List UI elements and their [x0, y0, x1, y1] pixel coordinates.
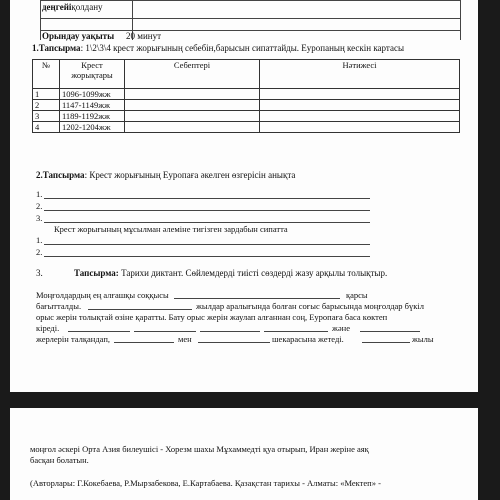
task3-heading: Тапсырма: Тарихи диктант. Сөйлемдерді тиісті сөздерді жазу арқылы толықтыр.	[74, 268, 388, 278]
blank-line[interactable]	[200, 331, 260, 332]
row-results-cell[interactable]	[260, 111, 460, 122]
crusades-table	[32, 59, 460, 133]
dictation-line-5d: жылы	[412, 334, 434, 344]
worksheet-page-1	[10, 0, 478, 392]
task2-subtext: Крест жорығының мұсылман әлеміне тигізген зардабын сипатта	[54, 224, 288, 234]
row-number: 2	[33, 100, 60, 111]
task2-heading: 2.Тапсырма: Крест жорығының Еуропаға әкелген өзгерісін анықта	[36, 170, 296, 180]
header-box-top	[40, 0, 460, 1]
row-number: 1	[33, 89, 60, 100]
answer-line[interactable]	[44, 244, 370, 245]
dictation-line-2b: жылдар аралығында болған соғыс барысында моңғолдар бүкіл	[196, 301, 424, 311]
table-row	[33, 100, 460, 111]
dictation-line-4a: кіреді.	[36, 323, 60, 333]
table-row	[33, 111, 460, 122]
task2-line-number: 3.	[36, 213, 43, 223]
row-causes-cell[interactable]	[125, 122, 260, 133]
header-box-left	[40, 0, 41, 40]
col-header-number: №	[33, 60, 60, 89]
table-row	[33, 122, 460, 133]
blank-line[interactable]	[362, 342, 410, 343]
blank-line[interactable]	[114, 342, 174, 343]
blank-line[interactable]	[134, 331, 196, 332]
row-number: 4	[33, 122, 60, 133]
dictation-line-5c: шекарасына жетеді.	[272, 334, 344, 344]
blank-line[interactable]	[360, 331, 420, 332]
blank-line[interactable]	[264, 331, 328, 332]
col-header-crusades: Крест жорықтары	[60, 60, 125, 89]
blank-line[interactable]	[68, 331, 130, 332]
table-row	[33, 89, 460, 100]
row-causes-cell[interactable]	[125, 100, 260, 111]
task2-subline-number: 1.	[36, 235, 43, 245]
worksheet-page-2	[10, 408, 478, 500]
answer-line[interactable]	[44, 222, 370, 223]
row-years: 1096-1099жж	[60, 89, 125, 100]
page2-line-1: моңғол әскері Орта Азия билеушісі - Хорезм шахы Мұхаммедті қуа отырып, Иран жеріне аяқ	[30, 444, 369, 454]
row-years: 1147-1149жж	[60, 100, 125, 111]
answer-line[interactable]	[44, 256, 370, 257]
row-years: 1189-1192жж	[60, 111, 125, 122]
table-header-row	[33, 60, 460, 89]
dictation-line-4b: жәнe	[332, 323, 350, 333]
row-results-cell[interactable]	[260, 100, 460, 111]
header-row-line	[40, 18, 460, 19]
answer-line[interactable]	[44, 198, 370, 199]
col-header-causes: Себептері	[125, 60, 260, 89]
row-results-cell[interactable]	[260, 122, 460, 133]
level-label: деңгейіқолдану	[42, 2, 103, 12]
dictation-line-2a: бағытталды.	[36, 301, 82, 311]
dictation-line-1b: қарсы	[346, 290, 368, 300]
time-value: 20 минут	[126, 31, 162, 41]
page2-line-2: басқан болатын.	[30, 455, 89, 465]
time-label: Орындау уақыты	[42, 31, 115, 41]
col-header-results: Нәтижесі	[260, 60, 460, 89]
task1-heading: 1.Тапсырма: 1\2\3\4 крест жорығының себебін,барысын сипаттайды. Еуропаның кескін картасы	[32, 43, 405, 53]
task2-line-number: 2.	[36, 201, 43, 211]
task3-number: 3.	[36, 268, 43, 278]
row-years: 1202-1204жж	[60, 122, 125, 133]
blank-line[interactable]	[88, 309, 192, 310]
dictation-line-3: орыс жерін толықтай өзіне қаратты. Бату орыс жерін жаулап алғаннан соң, Еуропаға баса көктеп	[36, 312, 388, 322]
dictation-line-5b: мен	[178, 334, 192, 344]
row-causes-cell[interactable]	[125, 89, 260, 100]
header-box-right	[460, 0, 461, 40]
blank-line[interactable]	[198, 342, 270, 343]
blank-line[interactable]	[174, 298, 340, 299]
dictation-line-5a: жерлерін талқандап,	[36, 334, 110, 344]
answer-line[interactable]	[44, 210, 370, 211]
row-number: 3	[33, 111, 60, 122]
dictation-line-1a: Моңғолдардың ең алғашқы соққысы	[36, 290, 169, 300]
task2-line-number: 1.	[36, 189, 43, 199]
row-causes-cell[interactable]	[125, 111, 260, 122]
row-results-cell[interactable]	[260, 89, 460, 100]
task2-subline-number: 2.	[36, 247, 43, 257]
page2-line-3: (Авторлары: Г.Кокебаева, Р.Мырзабекова, Е.Картабаева. Қазақстан тарихы - Алматы: «Мектеп» -	[30, 478, 381, 488]
